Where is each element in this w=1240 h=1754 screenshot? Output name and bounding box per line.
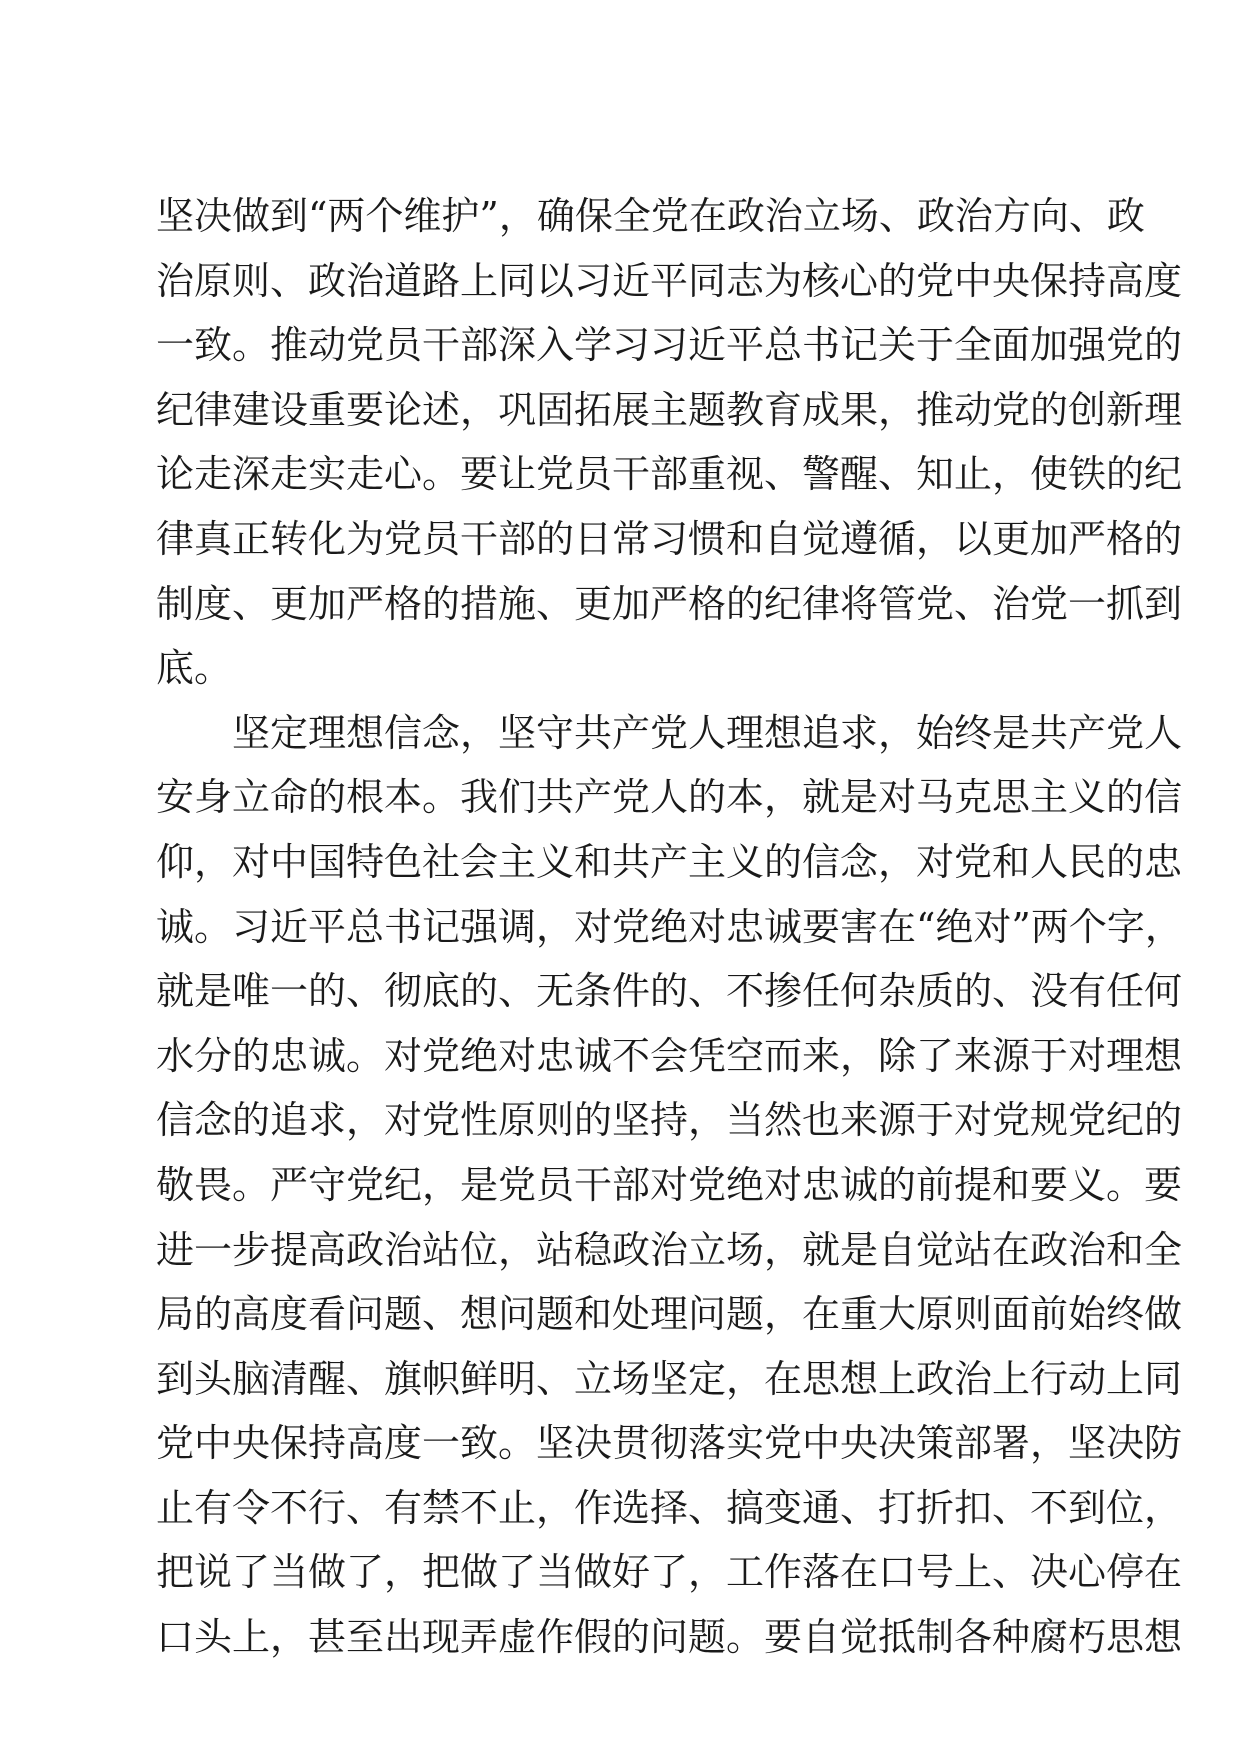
- text-line: 坚决做到“两个维护”，确保全党在政治立场、政治方向、政: [156, 194, 1145, 238]
- text-line: 进一步提高政治站位，站稳政治立场，就是自觉站在政治和全: [156, 1227, 1183, 1272]
- text-line: 纪律建设重要论述，巩固拓展主题教育成果，推动党的创新理: [156, 387, 1183, 432]
- text-line: 口头上，甚至出现弄虚作假的问题。要自觉抵制各种腐朽思想: [156, 1615, 1183, 1660]
- text-line: 坚定理想信念，坚守共产党人理想追求，始终是共产党人: [156, 710, 1183, 755]
- text-line: 治原则、政治道路上同以习近平同志为核心的党中央保持高度: [156, 258, 1183, 303]
- text-line: 水分的忠诚。对党绝对忠诚不会凭空而来，除了来源于对理想: [156, 1033, 1183, 1078]
- text-line: 党中央保持高度一致。坚决贯彻落实党中央决策部署，坚决防: [156, 1421, 1183, 1466]
- text-line: 律真正转化为党员干部的日常习惯和自觉遵循，以更加严格的: [156, 516, 1183, 561]
- text-line: 到头脑清醒、旗帜鲜明、立场坚定，在思想上政治上行动上同: [156, 1356, 1183, 1401]
- text-line: 诚。习近平总书记强调，对党绝对忠诚要害在“绝对”两个字，: [156, 904, 1183, 949]
- paragraph-2: [156, 701, 1183, 1670]
- text-line: 就是唯一的、彻底的、无条件的、不掺任何杂质的、没有任何: [156, 969, 1183, 1014]
- text-line: 敬畏。严守党纪，是党员干部对党绝对忠诚的前提和要义。要: [156, 1162, 1183, 1207]
- paragraph-1: [156, 184, 1183, 701]
- text-line: 止有令不行、有禁不止，作选择、搞变通、打折扣、不到位，: [156, 1485, 1183, 1530]
- text-line: 论走深走实走心。要让党员干部重视、警醒、知止，使铁的纪: [156, 452, 1183, 497]
- text-line: 制度、更加严格的措施、更加严格的纪律将管党、治党一抓到: [156, 581, 1183, 626]
- text-line: 一致。推动党员干部深入学习习近平总书记关于全面加强党的: [156, 323, 1183, 368]
- text-line: 安身立命的根本。我们共产党人的本，就是对马克思主义的信: [156, 775, 1183, 820]
- text-line: 信念的追求，对党性原则的坚持，当然也来源于对党规党纪的: [156, 1098, 1183, 1143]
- text-line: 把说了当做了，把做了当做好了，工作落在口号上、决心停在: [156, 1550, 1183, 1595]
- body-text: [156, 184, 1183, 1670]
- text-line: 仰，对中国特色社会主义和共产主义的信念，对党和人民的忠: [156, 839, 1183, 884]
- text-line: 局的高度看问题、想问题和处理问题，在重大原则面前始终做: [156, 1292, 1183, 1337]
- text-line: 底。: [156, 646, 233, 691]
